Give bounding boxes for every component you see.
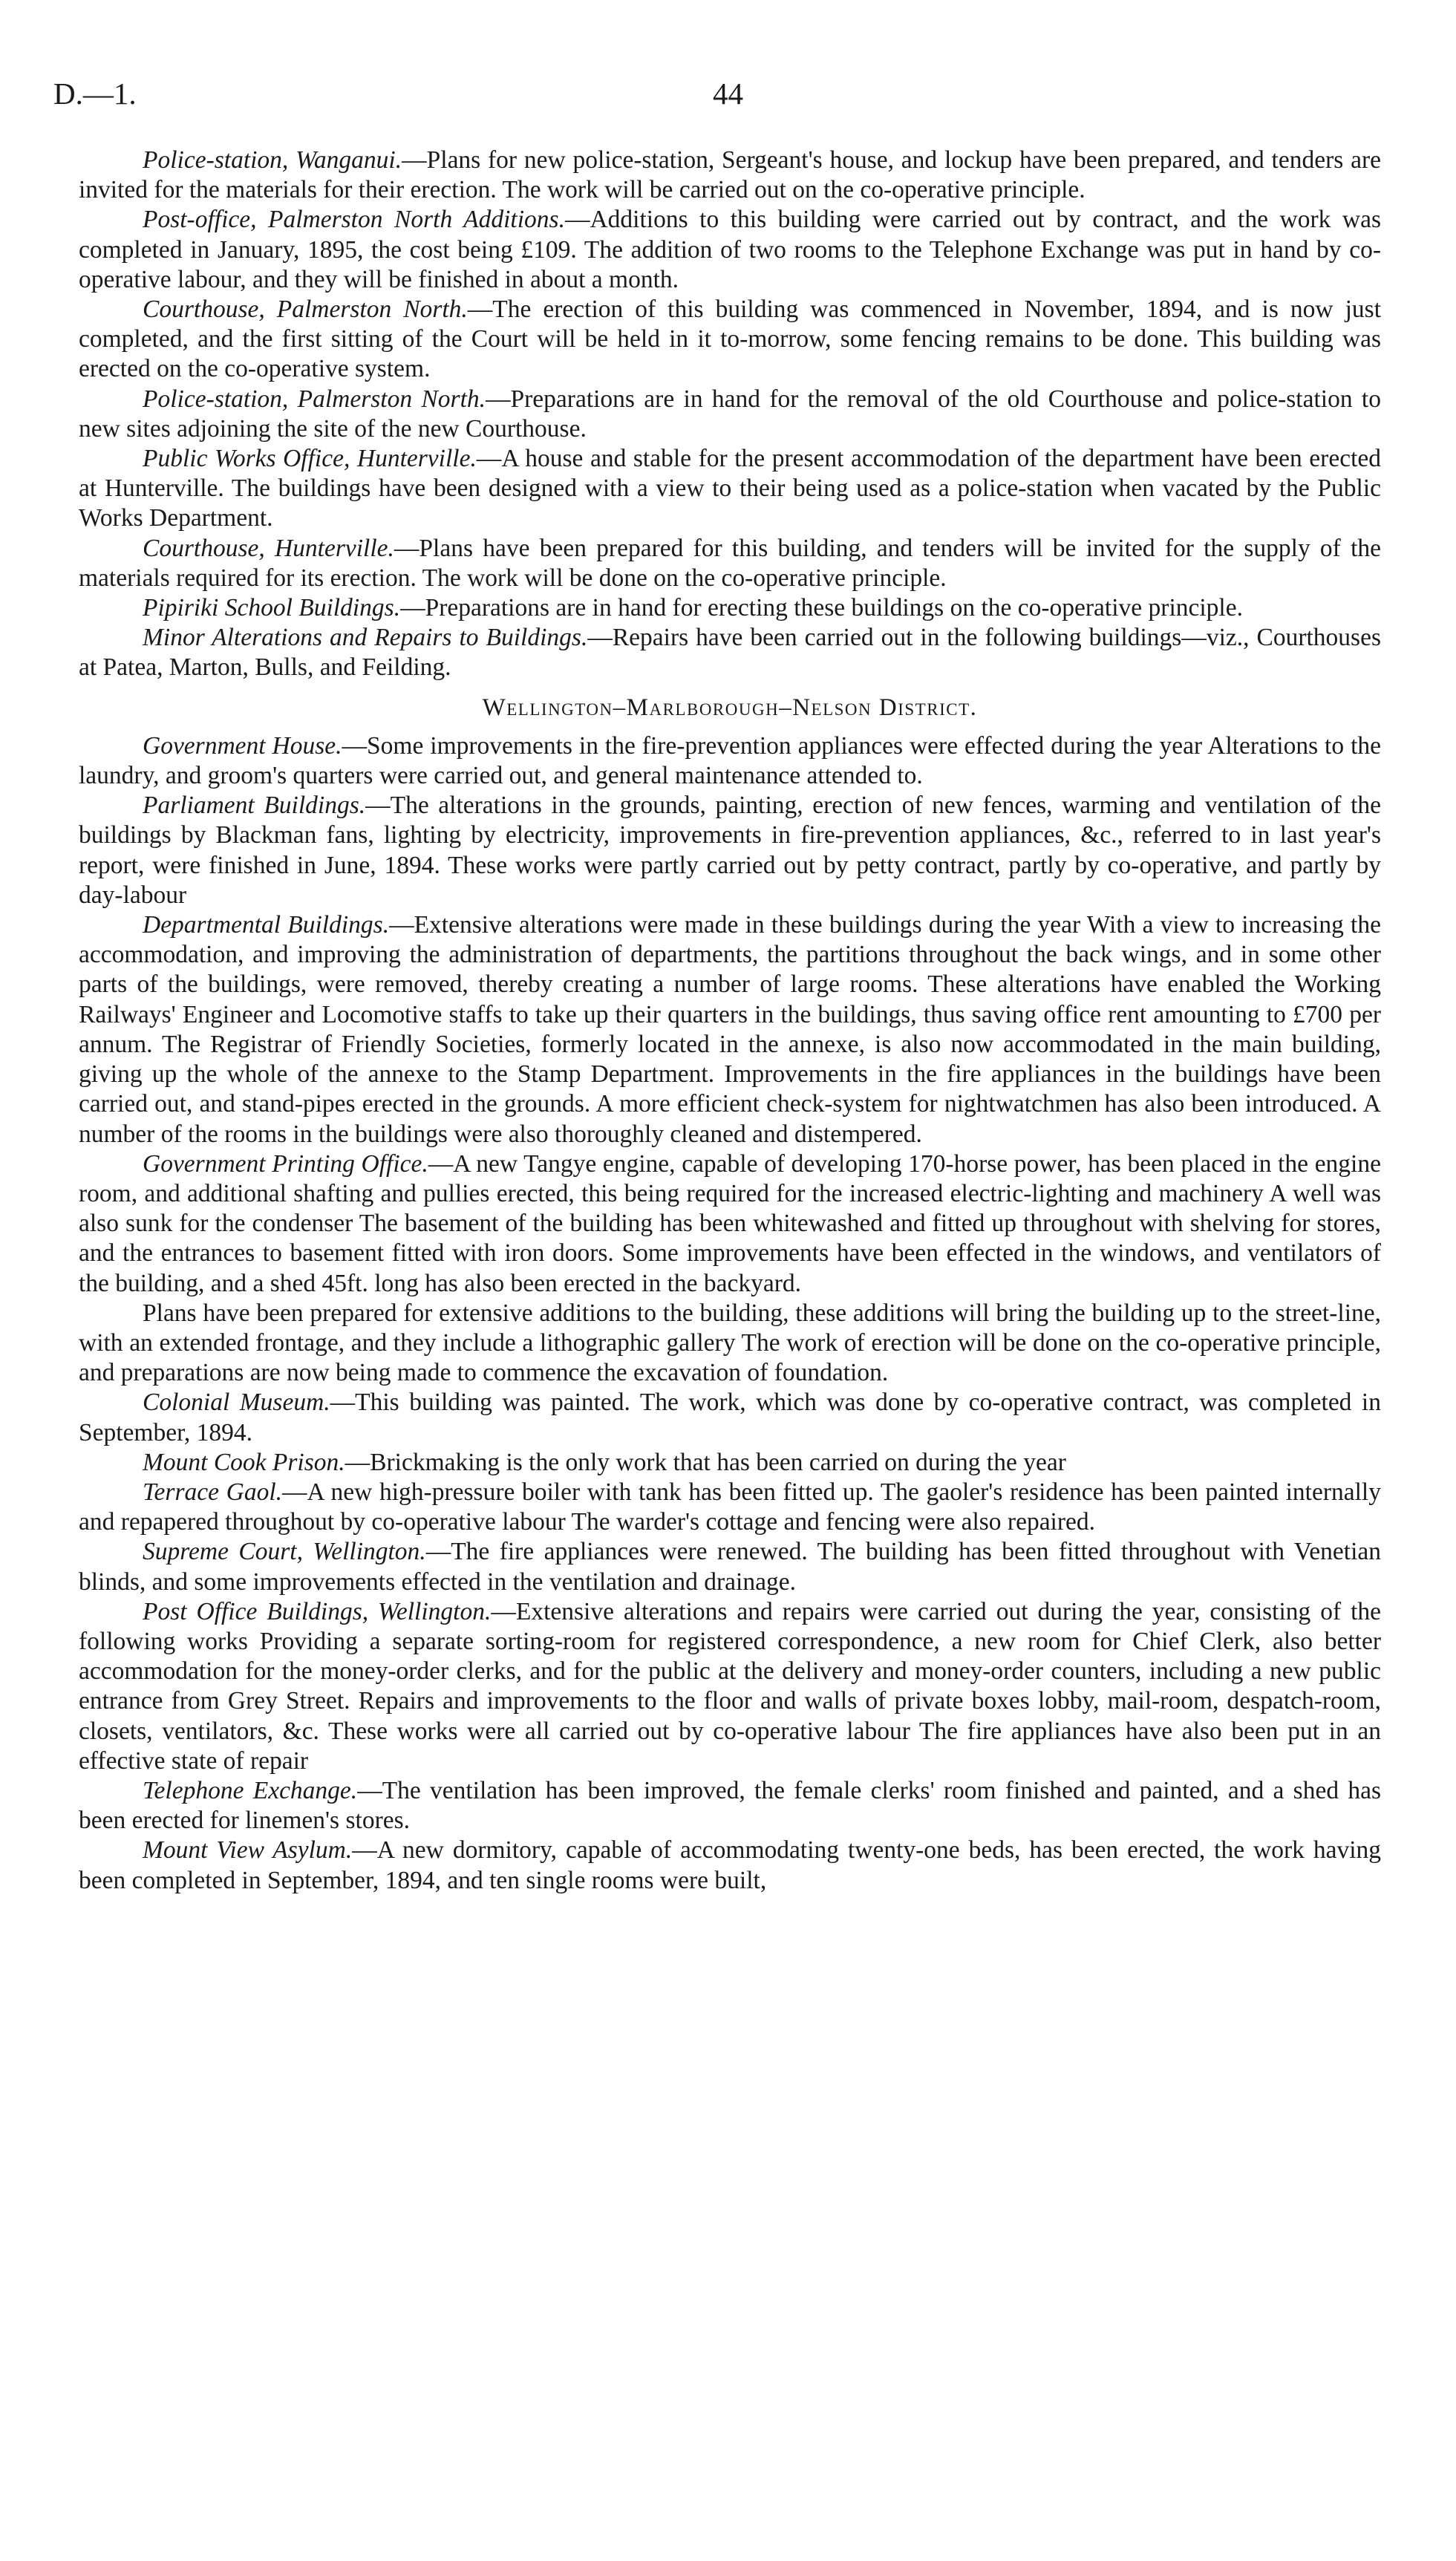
paragraph-lead: Government Printing Office. [143,1149,428,1178]
paragraph-lead: Telephone Exchange. [143,1776,358,1804]
paragraph-lead: Police-station, Wanganui. [143,146,402,174]
paragraph-text: —The alterations in the grounds, painting, erection of new fences, warming and ventilation of the buildings by Blackman fans, lighting by electricity, improvements in fire-prevention appliances, &c., referred to in last year's report, were finished in June, 1894. These works were partly carried out by petty contract, partly by co-operative, and partly by day-labour [79,792,1382,909]
paragraph [79,295,1381,385]
paragraph-lead: Colonial Museum. [143,1389,330,1417]
paragraph [79,205,1381,295]
paragraph [79,444,1381,534]
page-number: 44 [713,76,743,111]
paragraph [79,1478,1381,1537]
paragraph-text: —This building was painted. The work, which was done by co-operative contract, was completed in September, 1894. [79,1389,1381,1446]
paragraph-lead: Pipiriki School Buildings. [143,594,401,622]
paragraph-lead: Parliament Buildings. [143,792,366,820]
page-body [79,146,1381,1896]
paragraph [79,593,1381,623]
paragraph-text: —Preparations are in hand for erecting these buildings on the co-operative principle. [400,594,1243,622]
paragraph-lead: Minor Alterations and Repairs to Buildings. [143,624,588,652]
paragraph [79,1597,1381,1776]
paragraph-text: —Repairs have been carried out in the following buildings—viz., Courthouses at Patea, Marton, Bulls, and Feilding. [79,624,1381,682]
paragraph-lead: Supreme Court, Wellington. [143,1538,426,1566]
paragraph [79,1388,1381,1447]
paragraph-text: —A new high-pressure boiler with tank has been fitted up. The gaoler's residence has been painted internally and repapered throughout by co-operative labour The warder's cottage and fencing were also repaired. [79,1478,1381,1536]
paragraph-text: —A house and stable for the present accommodation of the department have been erected at Hunterville. The buildings have been designed with a view to their being used as a police-station when vacated by the Public Works Department. [79,445,1381,532]
paragraph [79,385,1381,444]
paragraph-lead: Public Works Office, Hunterville. [143,445,477,473]
paragraph-text: —A new Tangye engine, capable of developing 170-horse power, has been placed in the engine room, and additional shafting and pullies erected, this being required for the increased electric-lighting and machinery A well was also sunk for the condenser The basement of the building has been whitewashed and fitted up throughout with shelving for stores, and the entrances to basement fitted with iron doors. Some improvements have been effected in the windows, and ventilators of the building, and a shed 45ft. long has also been erected in the backyard. [79,1149,1381,1297]
paragraph-lead: Government House. [143,731,342,760]
paragraph-lead: Terrace Gaol. [143,1478,283,1506]
paragraph-lead: Departmental Buildings. [143,911,390,939]
paragraph-text: —Extensive alterations and repairs were carried out during the year, consisting of the following works Providing a separate sorting-room for registered correspondence, a new room for Chief Clerk, also better accommodation for the money-order clerks, and for the public at the delivery and money-order counters, including a new public entrance from Grey Street. Repairs and improvements to the floor and walls of private boxes lobby, mail-room, despatch-room, closets, ventilators, &c. These works were all carried out by co-operative labour The fire appliances have also been put in an effective state of repair [79,1597,1381,1775]
paragraph [79,1299,1381,1389]
paragraph-text: —Plans have been prepared for this building, and tenders will be invited for the supply of the materials required for its erection. The work will be done on the co-operative principle. [79,534,1381,592]
paragraph [79,623,1381,682]
paragraph-text: —A new dormitory, capable of accommodating twenty-one beds, has been erected, the work having been completed in September, 1894, and ten single rooms were built, [79,1836,1382,1894]
paragraph [79,731,1381,791]
paragraph-lead: Mount View Asylum. [143,1836,353,1865]
paragraph-lead: Police-station, Palmerston North. [143,385,486,413]
paragraph-text: —Additions to this building were carried out by contract, and the work was completed in January, 1895, the cost being £109. The addition of two rooms to the Telephone Exchange was put in hand by co-operative labour, and they will be finished in about a month. [79,206,1381,293]
paragraph-lead: Mount Cook Prison. [143,1448,345,1476]
paragraph [79,1537,1381,1596]
paragraph-text: —Preparations are in hand for the removal of the old Courthouse and police-station to new sites adjoining the site of the new Courthouse. [79,385,1381,443]
paragraph-text: —Brickmaking is the only work that has been carried on during the year [345,1448,1066,1476]
paragraph-text: —Some improvements in the fire-prevention appliances were effected during the year Alterations to the laundry, and groom's quarters were carried out, and general maintenance attended to. [79,731,1381,790]
paragraph [79,146,1381,205]
paragraph-text: —The fire appliances were renewed. The building has been fitted throughout with Venetian blinds, and some improvements effected in the ventilation and drainage. [79,1538,1381,1596]
paragraph-lead: Post Office Buildings, Wellington. [143,1597,492,1625]
paragraph-text: —The ventilation has been improved, the female clerks' room finished and painted, and a shed has been erected for linemen's stores. [79,1776,1381,1835]
paragraph-lead: Courthouse, Hunterville. [143,534,394,562]
section-heading: Wellington–Marlborough–Nelson District. [482,694,978,721]
page-header [53,76,1382,120]
paragraph-lead: Courthouse, Palmerston North. [143,296,468,324]
paragraph-lead: Post-office, Palmerston North Additions. [143,206,565,234]
paragraph-text: —The erection of this building was commenced in November, 1894, and is now just completed, and the first sitting of the Court will be held in it to-morrow, some fencing remains to be done. This building was erected on the co-operative system. [79,296,1382,383]
document-reference: D.—1. [53,76,137,111]
paragraph [79,1448,1381,1478]
paragraph [79,910,1381,1149]
paragraph-text: —Extensive alterations were made in these buildings during the year With a view to increasing the accommodation, and improving the administration of departments, the partitions throughout the back wings, and in some other parts of the buildings, were removed, thereby creating a number of large rooms. These alterations have enabled the Working Railways' Engineer and Locomotive staffs to take up their quarters in the buildings, thus saving office rent amounting to £700 per annum. The Registrar of Friendly Societies, formerly located in the annexe, is also now accommodated in the main building, giving up the whole of the annexe to the Stamp Department. Improvements in the fire appliances in the buildings have been carried out, and stand-pipes erected in the grounds. A more efficient check-system for nightwatchmen has also been introduced. A number of the rooms in the buildings were also thoroughly cleaned and distempered. [79,911,1381,1148]
paragraph-text: Plans have been prepared for extensive additions to the building, these additions will bring the building up to the street-line, with an extended frontage, and they include a lithographic gallery The work of erection will be done on the co-operative principle, and preparations are now being made to commence the excavation of foundation. [79,1299,1381,1387]
paragraph-text: —Plans for new police-station, Sergeant's house, and lockup have been prepared, and tenders are invited for the materials for their erection. The work will be carried out on the co-operative principle. [79,146,1381,204]
paragraph [79,791,1381,910]
paragraph [79,1149,1381,1299]
paragraph [79,1776,1381,1836]
paragraph [79,1836,1381,1895]
paragraph [79,534,1381,593]
